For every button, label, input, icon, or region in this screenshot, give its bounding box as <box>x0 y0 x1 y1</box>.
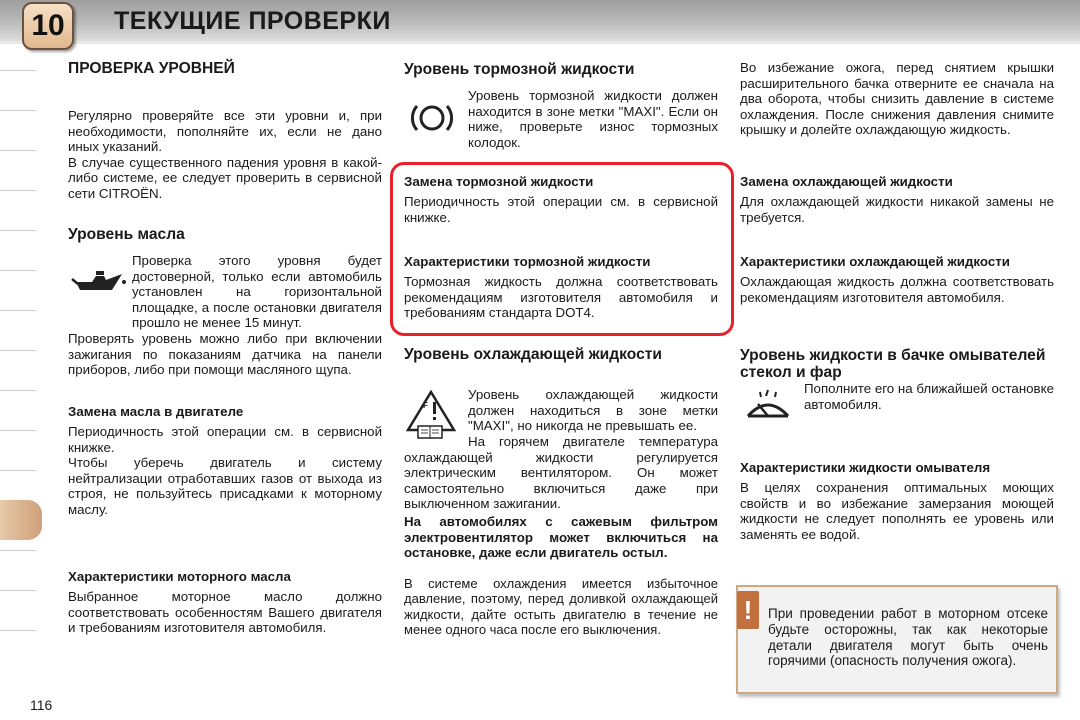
oil-can-icon <box>70 262 128 300</box>
oil-change-text-2: Чтобы уберечь двигатель и систему нейтрализации отработавших газов от выхода из строя, не пользуйтесь присадками к моторному маслу. <box>68 455 382 517</box>
washer-fluid-icon <box>744 388 792 424</box>
coolant-pressure-text: В системе охлаждения имеется избыточное давление, поэтому, перед доливкой охлаждающей жидкости, дайте остыть двигателю в течение не менее одного часа после его выключения. <box>404 576 718 638</box>
oil-spec-heading: Характеристики моторного масла <box>68 569 291 584</box>
brake-change-heading: Замена тормозной жидкости <box>404 174 594 189</box>
brake-change-text: Периодичность этой операции см. в сервисной книжке. <box>404 194 718 225</box>
brake-spec-heading: Характеристики тормозной жидкости <box>404 254 651 269</box>
washer-level-heading: Уровень жидкости в бачке омывателей стекол и фар <box>740 347 1046 381</box>
svg-text:F: F <box>423 401 428 410</box>
brake-level-heading: Уровень тормозной жидкости <box>404 61 635 78</box>
page-number: 116 <box>30 697 53 713</box>
coolant-spec-heading: Характеристики охлаждающей жидкости <box>740 254 1010 269</box>
coolant-bold-note: На автомобилях с сажевым фильтром электровентилятор может включиться на остановке, даже если двигатель остыл. <box>404 514 718 561</box>
oil-spec-text: Выбранное моторное масло должно соответствовать особенностям Вашего двигателя и требованиям изготовителя автомобиля. <box>68 589 382 636</box>
coolant-level-text-2: На горячем двигателе температура охлаждающей жидкости регулируется электрическим вентилятором. Он может самостоятельно включиться даже при выключенном зажигании. <box>404 434 718 512</box>
coolant-change-text: Для охлаждающей жидкости никакой замены не требуется. <box>740 194 1054 225</box>
coolant-spec-text: Охлаждающая жидкость должна соответствовать рекомендациям изготовителя автомобиля. <box>740 274 1054 305</box>
section-title-levels: ПРОВЕРКА УРОВНЕЙ <box>68 60 235 77</box>
oil-level-text-2: Проверять уровень можно либо при включении зажигания по показаниям датчика на панели приборов, либо при помощи масляного щупа. <box>68 331 382 378</box>
intro-paragraph-1: Регулярно проверяйте все эти уровни и, при необходимости, пополняйте их, если не дано иных указаний. <box>68 108 382 155</box>
burn-warning-text: Во избежание ожога, перед снятием крышки расширительного бачка отверните ее сначала на два оборота, чтобы снизить давление в системе охлаждения. После снижения давления снимите крышку и долейте охлаждающую жидкость. <box>740 60 1054 138</box>
oil-level-heading: Уровень масла <box>68 226 185 243</box>
warning-text: При проведении работ в моторном отсеке будьте осторожны, так как некоторые детали двигателя могут быть очень горячими (опасность получения ожога). <box>768 606 1048 669</box>
side-tab-strip <box>0 70 42 630</box>
washer-spec-text: В целях сохранения оптимальных моющих свойств и во избежание замерзания моющей жидкости не следует пополнять ее уровень или заменять ее водой. <box>740 480 1054 542</box>
intro-paragraph-2: В случае существенного падения уровня в какой-либо системе, ее следует проверить в сервисной сети CITROËN. <box>68 154 382 201</box>
coolant-change-heading: Замена охлаждающей жидкости <box>740 174 953 189</box>
brake-warning-icon <box>408 98 456 138</box>
side-tab-active[interactable] <box>0 500 42 540</box>
exclamation-icon: ! <box>737 591 759 629</box>
brake-level-text: Уровень тормозной жидкости должен находится в зоне метки "MAXI". Если он ниже, проверьте износ тормозных колодок. <box>468 88 718 150</box>
brake-spec-text: Тормозная жидкость должна соответствовать рекомендациям изготовителя автомобиля и требованиям стандарта DOT4. <box>404 274 718 321</box>
oil-level-text: Проверка этого уровня будет достоверной, только если автомобиль установлен на горизонтальной площадке, а после остановки двигателя прошло не менее 15 минут. <box>132 253 382 331</box>
coolant-level-heading: Уровень охлаждающей жидкости <box>404 346 662 363</box>
washer-level-text: Пополните его на ближайшей остановке автомобиля. <box>804 381 1054 412</box>
chapter-number-badge: 10 <box>22 2 74 50</box>
washer-spec-heading: Характеристики жидкости омывателя <box>740 460 991 475</box>
chapter-title: ТЕКУЩИЕ ПРОВЕРКИ <box>114 7 391 35</box>
oil-change-text-1: Периодичность этой операции см. в сервисной книжке. <box>68 424 382 455</box>
oil-change-heading: Замена масла в двигателе <box>68 404 244 419</box>
coolant-level-text: Уровень охлаждающей жидкости должен находиться в зоне метки "MAXI", но никогда не превышать ее. <box>468 387 718 434</box>
